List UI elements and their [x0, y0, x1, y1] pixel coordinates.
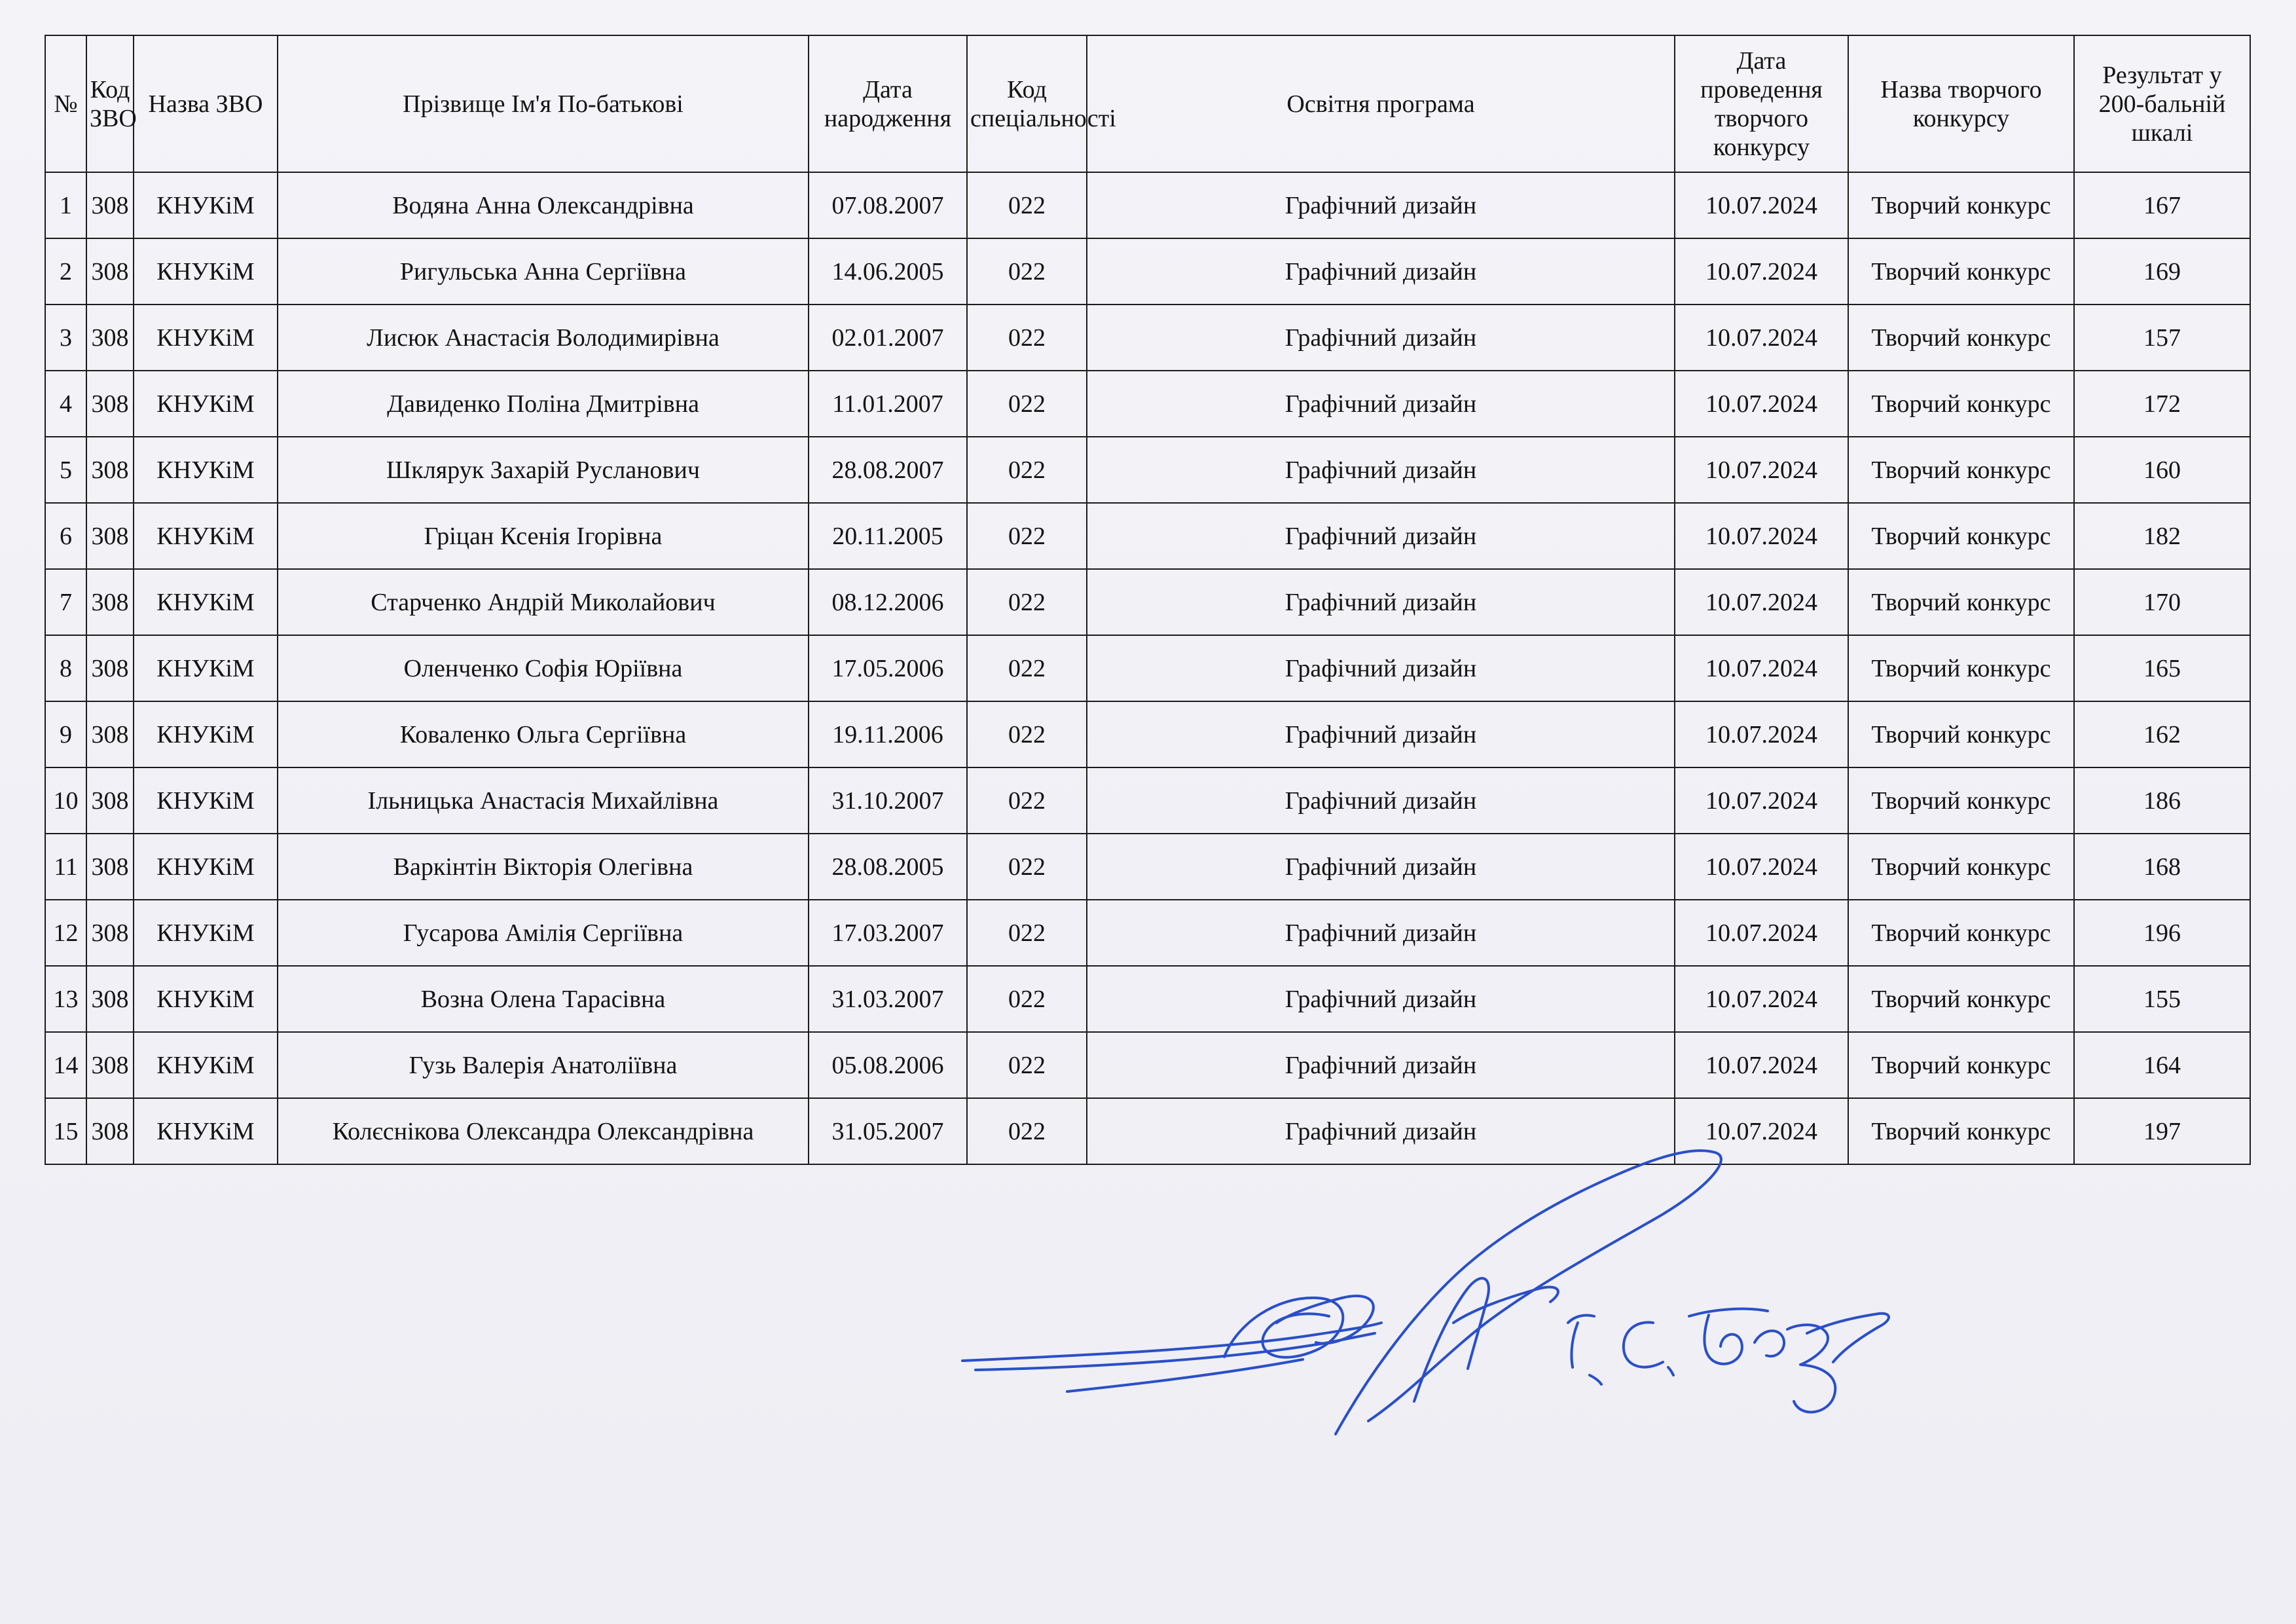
header-institution-name: Назва ЗВО	[134, 35, 278, 172]
handwritten-signature-icon	[949, 1126, 1964, 1454]
cell-row-number: 15	[45, 1098, 86, 1164]
cell-score: 160	[2074, 437, 2250, 503]
cell-row-number: 10	[45, 767, 86, 834]
cell-row-number: 5	[45, 437, 86, 503]
cell-full-name: Коваленко Ольга Сергіївна	[278, 701, 809, 767]
table-row	[45, 1032, 2250, 1098]
cell-row-number: 14	[45, 1032, 86, 1098]
cell-row-number: 8	[45, 635, 86, 701]
cell-contest-name: Творчий конкурс	[1848, 966, 2074, 1032]
cell-program: Графічний дизайн	[1087, 1098, 1675, 1164]
cell-specialty-code: 022	[967, 966, 1087, 1032]
cell-contest-date: 10.07.2024	[1675, 172, 1848, 238]
cell-institution-code: 308	[86, 767, 134, 834]
results-table	[45, 35, 2251, 1165]
table-row	[45, 238, 2250, 304]
cell-contest-name: Творчий конкурс	[1848, 172, 2074, 238]
cell-contest-date: 10.07.2024	[1675, 238, 1848, 304]
table-body	[45, 172, 2250, 1164]
cell-program: Графічний дизайн	[1087, 1032, 1675, 1098]
cell-institution-code: 308	[86, 238, 134, 304]
cell-specialty-code: 022	[967, 569, 1087, 635]
cell-birth-date: 31.05.2007	[809, 1098, 967, 1164]
cell-contest-date: 10.07.2024	[1675, 1032, 1848, 1098]
cell-row-number: 3	[45, 304, 86, 371]
cell-institution-name: КНУКіМ	[134, 701, 278, 767]
cell-birth-date: 02.01.2007	[809, 304, 967, 371]
cell-full-name: Шклярук Захарій Русланович	[278, 437, 809, 503]
cell-row-number: 4	[45, 371, 86, 437]
cell-institution-name: КНУКіМ	[134, 635, 278, 701]
cell-program: Графічний дизайн	[1087, 503, 1675, 569]
cell-contest-name: Творчий конкурс	[1848, 503, 2074, 569]
table-row	[45, 503, 2250, 569]
cell-contest-date: 10.07.2024	[1675, 701, 1848, 767]
cell-specialty-code: 022	[967, 503, 1087, 569]
header-full-name: Прізвище Ім'я По-батькові	[278, 35, 809, 172]
cell-specialty-code: 022	[967, 371, 1087, 437]
cell-program: Графічний дизайн	[1087, 635, 1675, 701]
cell-birth-date: 08.12.2006	[809, 569, 967, 635]
cell-row-number: 1	[45, 172, 86, 238]
cell-score: 162	[2074, 701, 2250, 767]
cell-specialty-code: 022	[967, 1032, 1087, 1098]
cell-row-number: 7	[45, 569, 86, 635]
table-row	[45, 304, 2250, 371]
cell-full-name: Гузь Валерія Анатоліївна	[278, 1032, 809, 1098]
cell-score: 165	[2074, 635, 2250, 701]
cell-institution-code: 308	[86, 701, 134, 767]
cell-contest-date: 10.07.2024	[1675, 437, 1848, 503]
cell-institution-name: КНУКіМ	[134, 437, 278, 503]
cell-program: Графічний дизайн	[1087, 172, 1675, 238]
cell-program: Графічний дизайн	[1087, 701, 1675, 767]
cell-full-name: Ільницька Анастасія Михайлівна	[278, 767, 809, 834]
table-row	[45, 966, 2250, 1032]
cell-birth-date: 07.08.2007	[809, 172, 967, 238]
cell-contest-name: Творчий конкурс	[1848, 304, 2074, 371]
table-row	[45, 569, 2250, 635]
cell-score: 169	[2074, 238, 2250, 304]
cell-contest-name: Творчий конкурс	[1848, 371, 2074, 437]
cell-specialty-code: 022	[967, 238, 1087, 304]
cell-program: Графічний дизайн	[1087, 238, 1675, 304]
header-number: №	[45, 35, 86, 172]
cell-institution-name: КНУКіМ	[134, 966, 278, 1032]
cell-full-name: Давиденко Поліна Дмитрівна	[278, 371, 809, 437]
cell-program: Графічний дизайн	[1087, 304, 1675, 371]
cell-birth-date: 17.05.2006	[809, 635, 967, 701]
cell-full-name: Гусарова Амілія Сергіївна	[278, 900, 809, 966]
table-row	[45, 172, 2250, 238]
cell-program: Графічний дизайн	[1087, 767, 1675, 834]
cell-institution-name: КНУКіМ	[134, 1032, 278, 1098]
table-row	[45, 635, 2250, 701]
cell-program: Графічний дизайн	[1087, 569, 1675, 635]
cell-birth-date: 14.06.2005	[809, 238, 967, 304]
cell-full-name: Колєснікова Олександра Олександрівна	[278, 1098, 809, 1164]
cell-institution-code: 308	[86, 1032, 134, 1098]
cell-row-number: 13	[45, 966, 86, 1032]
cell-score: 186	[2074, 767, 2250, 834]
cell-birth-date: 28.08.2005	[809, 834, 967, 900]
cell-row-number: 6	[45, 503, 86, 569]
cell-specialty-code: 022	[967, 635, 1087, 701]
cell-full-name: Водяна Анна Олександрівна	[278, 172, 809, 238]
cell-institution-code: 308	[86, 304, 134, 371]
cell-contest-date: 10.07.2024	[1675, 900, 1848, 966]
cell-contest-name: Творчий конкурс	[1848, 900, 2074, 966]
cell-institution-name: КНУКіМ	[134, 371, 278, 437]
cell-specialty-code: 022	[967, 437, 1087, 503]
cell-institution-name: КНУКіМ	[134, 503, 278, 569]
cell-contest-date: 10.07.2024	[1675, 834, 1848, 900]
cell-institution-code: 308	[86, 172, 134, 238]
header-institution-code: Код ЗВО	[86, 35, 134, 172]
cell-institution-code: 308	[86, 635, 134, 701]
cell-birth-date: 17.03.2007	[809, 900, 967, 966]
cell-contest-date: 10.07.2024	[1675, 767, 1848, 834]
table-row	[45, 701, 2250, 767]
cell-score: 168	[2074, 834, 2250, 900]
cell-full-name: Ригульська Анна Сергіївна	[278, 238, 809, 304]
cell-program: Графічний дизайн	[1087, 966, 1675, 1032]
cell-score: 197	[2074, 1098, 2250, 1164]
cell-institution-code: 308	[86, 1098, 134, 1164]
cell-contest-name: Творчий конкурс	[1848, 1032, 2074, 1098]
cell-institution-code: 308	[86, 371, 134, 437]
cell-specialty-code: 022	[967, 834, 1087, 900]
cell-row-number: 9	[45, 701, 86, 767]
cell-program: Графічний дизайн	[1087, 834, 1675, 900]
cell-full-name: Оленченко Софія Юріївна	[278, 635, 809, 701]
cell-full-name: Старченко Андрій Миколайович	[278, 569, 809, 635]
cell-contest-date: 10.07.2024	[1675, 569, 1848, 635]
cell-contest-name: Творчий конкурс	[1848, 834, 2074, 900]
cell-contest-name: Творчий конкурс	[1848, 569, 2074, 635]
cell-contest-name: Творчий конкурс	[1848, 437, 2074, 503]
cell-score: 157	[2074, 304, 2250, 371]
cell-program: Графічний дизайн	[1087, 437, 1675, 503]
cell-institution-code: 308	[86, 966, 134, 1032]
cell-full-name: Варкінтін Вікторія Олегівна	[278, 834, 809, 900]
cell-contest-date: 10.07.2024	[1675, 304, 1848, 371]
cell-institution-code: 308	[86, 900, 134, 966]
cell-full-name: Лисюк Анастасія Володимирівна	[278, 304, 809, 371]
cell-birth-date: 31.10.2007	[809, 767, 967, 834]
cell-institution-name: КНУКіМ	[134, 1098, 278, 1164]
cell-score: 182	[2074, 503, 2250, 569]
table-header	[45, 35, 2250, 172]
cell-institution-name: КНУКіМ	[134, 834, 278, 900]
cell-institution-name: КНУКіМ	[134, 900, 278, 966]
table-row	[45, 437, 2250, 503]
cell-score: 167	[2074, 172, 2250, 238]
cell-score: 172	[2074, 371, 2250, 437]
table-row	[45, 767, 2250, 834]
cell-score: 164	[2074, 1032, 2250, 1098]
table-row	[45, 900, 2250, 966]
cell-institution-name: КНУКіМ	[134, 767, 278, 834]
cell-specialty-code: 022	[967, 900, 1087, 966]
table-row	[45, 834, 2250, 900]
cell-birth-date: 19.11.2006	[809, 701, 967, 767]
cell-birth-date: 11.01.2007	[809, 371, 967, 437]
cell-contest-name: Творчий конкурс	[1848, 635, 2074, 701]
cell-full-name: Гріцан Ксенія Ігорівна	[278, 503, 809, 569]
cell-contest-date: 10.07.2024	[1675, 635, 1848, 701]
cell-birth-date: 31.03.2007	[809, 966, 967, 1032]
cell-specialty-code: 022	[967, 304, 1087, 371]
cell-row-number: 12	[45, 900, 86, 966]
header-score: Результат у 200-бальній шкалі	[2074, 35, 2250, 172]
cell-contest-name: Творчий конкурс	[1848, 1098, 2074, 1164]
cell-birth-date: 20.11.2005	[809, 503, 967, 569]
table-row	[45, 371, 2250, 437]
cell-institution-name: КНУКіМ	[134, 238, 278, 304]
cell-contest-date: 10.07.2024	[1675, 1098, 1848, 1164]
cell-institution-name: КНУКіМ	[134, 172, 278, 238]
header-birth-date: Дата народження	[809, 35, 967, 172]
header-row	[45, 35, 2250, 172]
cell-specialty-code: 022	[967, 1098, 1087, 1164]
cell-birth-date: 05.08.2006	[809, 1032, 967, 1098]
cell-contest-name: Творчий конкурс	[1848, 767, 2074, 834]
cell-program: Графічний дизайн	[1087, 900, 1675, 966]
cell-contest-date: 10.07.2024	[1675, 371, 1848, 437]
cell-contest-name: Творчий конкурс	[1848, 701, 2074, 767]
header-contest-name: Назва творчого конкурсу	[1848, 35, 2074, 172]
cell-program: Графічний дизайн	[1087, 371, 1675, 437]
cell-institution-code: 308	[86, 569, 134, 635]
header-specialty-code: Код спеціальності	[967, 35, 1087, 172]
cell-institution-code: 308	[86, 437, 134, 503]
cell-institution-name: КНУКіМ	[134, 304, 278, 371]
cell-institution-code: 308	[86, 834, 134, 900]
cell-specialty-code: 022	[967, 701, 1087, 767]
cell-contest-date: 10.07.2024	[1675, 966, 1848, 1032]
cell-row-number: 11	[45, 834, 86, 900]
cell-score: 196	[2074, 900, 2250, 966]
cell-specialty-code: 022	[967, 172, 1087, 238]
header-program: Освітня програма	[1087, 35, 1675, 172]
cell-contest-name: Творчий конкурс	[1848, 238, 2074, 304]
cell-full-name: Возна Олена Тарасівна	[278, 966, 809, 1032]
cell-score: 170	[2074, 569, 2250, 635]
cell-contest-date: 10.07.2024	[1675, 503, 1848, 569]
cell-row-number: 2	[45, 238, 86, 304]
header-contest-date: Дата проведення творчого конкурсу	[1675, 35, 1848, 172]
cell-score: 155	[2074, 966, 2250, 1032]
cell-institution-name: КНУКіМ	[134, 569, 278, 635]
cell-institution-code: 308	[86, 503, 134, 569]
cell-specialty-code: 022	[967, 767, 1087, 834]
cell-birth-date: 28.08.2007	[809, 437, 967, 503]
